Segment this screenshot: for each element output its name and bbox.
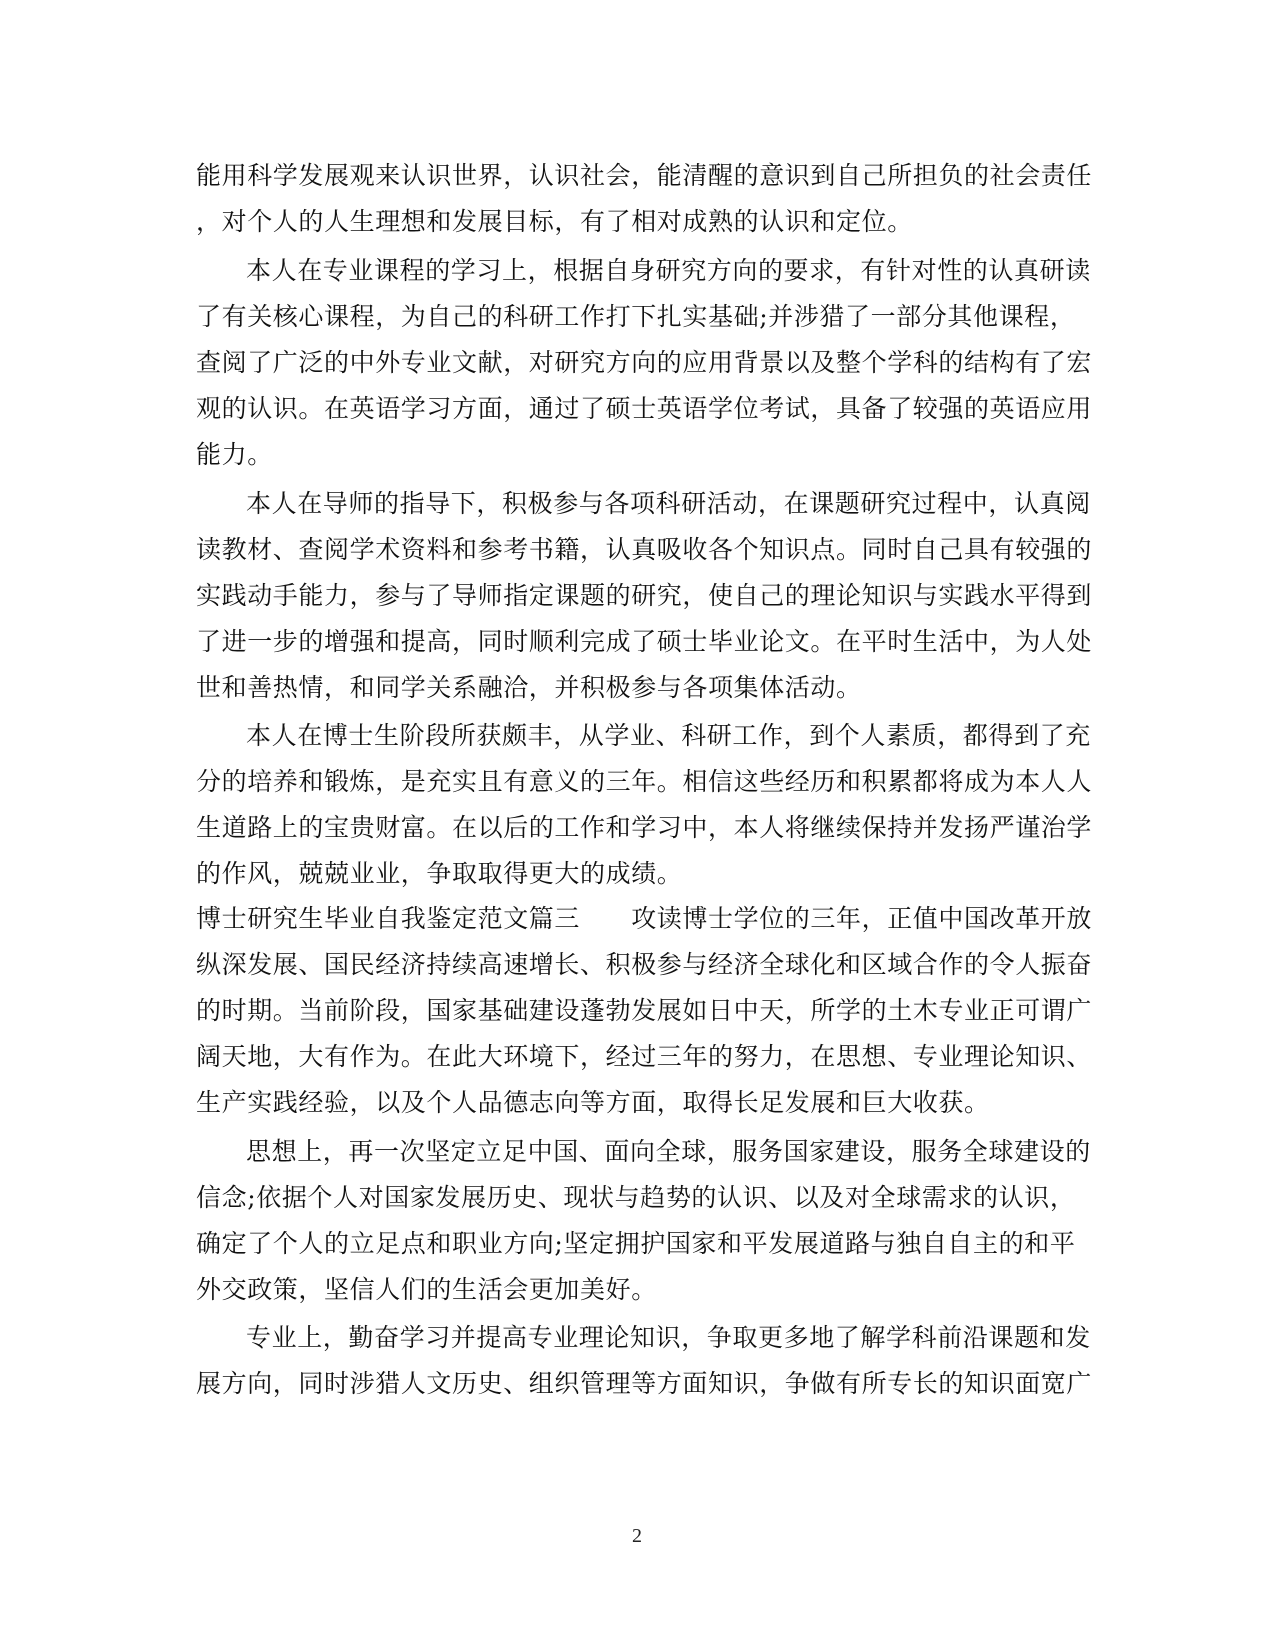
paragraph-first-line: 专业上，勤奋学习并提高专业理论知识，争取更多地了解学科前沿课题和发 [246,1323,1091,1352]
text-line: 观的认识。在英语学习方面，通过了硕士英语学位考试，具备了较强的英语应用 [196,394,1093,423]
section-heading-line: 博士研究生毕业自我鉴定范文篇三 攻读博士学位的三年，正值中国改革开放 [196,904,1093,933]
text-line: 展方向，同时涉猎人文历史、组织管理等方面知识，争做有所专长的知识面宽广 [196,1369,1093,1398]
text-line: 查阅了广泛的中外专业文献，对研究方向的应用背景以及整个学科的结构有了宏 [196,348,1093,377]
paragraph-first-line: 思想上，再一次坚定立足中国、面向全球，服务国家建设，服务全球建设的 [246,1137,1091,1166]
text-line: 能用科学发展观来认识世界，认识社会，能清醒的意识到自己所担负的社会责任 [196,161,1093,190]
text-line: 世和善热情，和同学关系融洽，并积极参与各项集体活动。 [196,673,862,702]
text-line: 纵深发展、国民经济持续高速增长、积极参与经济全球化和区域合作的令人振奋 [196,950,1093,979]
text-line: 信念;依据个人对国家发展历史、现状与趋势的认识、以及对全球需求的认识， [196,1183,1076,1212]
paragraph-first-line: 本人在博士生阶段所获颇丰，从学业、科研工作，到个人素质，都得到了充 [246,721,1091,750]
text-line: 确定了个人的立足点和职业方向;坚定拥护国家和平发展道路与独自自主的和平 [196,1229,1076,1258]
text-line: 的时期。当前阶段，国家基础建设蓬勃发展如日中天，所学的土木专业正可谓广 [196,996,1093,1025]
text-line: 生产实践经验，以及个人品德志向等方面，取得长足发展和巨大收获。 [196,1088,990,1117]
paragraph-first-line: 本人在专业课程的学习上，根据自身研究方向的要求，有针对性的认真研读 [246,256,1091,285]
page-number: 2 [632,1525,642,1547]
text-line: 读教材、查阅学术资料和参考书籍，认真吸收各个知识点。同时自己具有较强的 [196,535,1093,564]
text-line: 了进一步的增强和提高，同时顺利完成了硕士毕业论文。在平时生活中，为人处 [196,627,1093,656]
text-line: 外交政策，坚信人们的生活会更加美好。 [196,1275,657,1304]
text-line: 生道路上的宝贵财富。在以后的工作和学习中，本人将继续保持并发扬严谨治学 [196,813,1093,842]
text-line: 分的培养和锻炼，是充实且有意义的三年。相信这些经历和积累都将成为本人人 [196,767,1093,796]
text-line: 阔天地，大有作为。在此大环境下，经过三年的努力，在思想、专业理论知识、 [196,1042,1093,1071]
text-line: 能力。 [196,440,273,469]
paragraph-first-line: 本人在导师的指导下，积极参与各项科研活动，在课题研究过程中，认真阅 [246,489,1091,518]
text-line: ，对个人的人生理想和发展目标，有了相对成熟的认识和定位。 [196,207,913,236]
text-line: 的作风，兢兢业业，争取取得更大的成绩。 [196,859,683,888]
text-line: 实践动手能力，参与了导师指定课题的研究，使自己的理论知识与实践水平得到 [196,581,1093,610]
text-line: 了有关核心课程，为自己的科研工作打下扎实基础;并涉猎了一部分其他课程， [196,302,1076,331]
